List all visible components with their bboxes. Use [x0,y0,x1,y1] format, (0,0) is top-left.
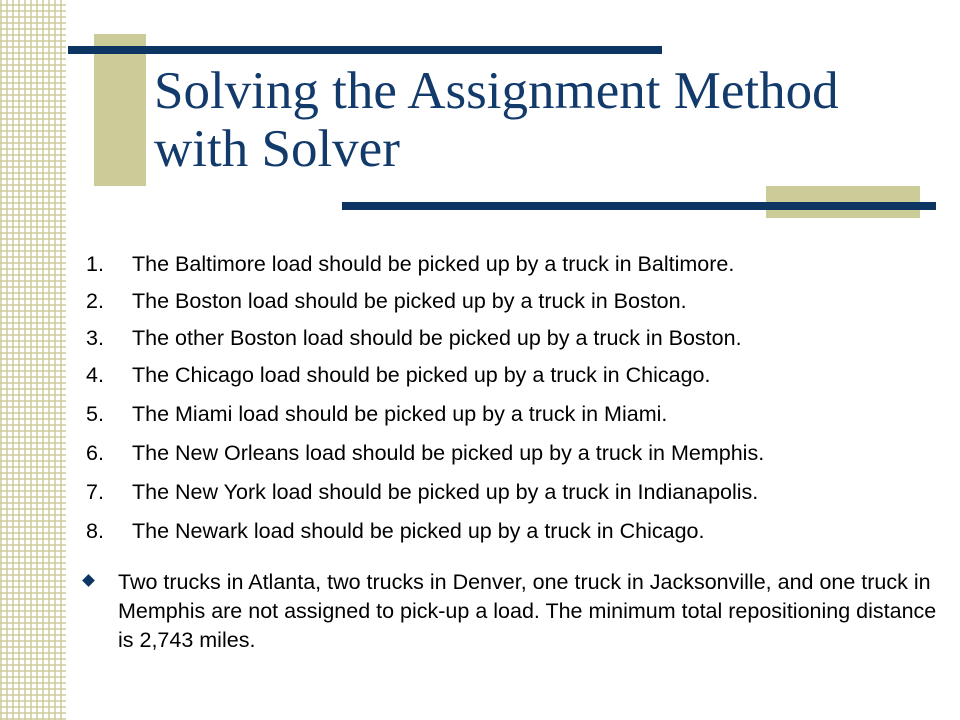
list-item-text: The Newark load should be picked up by a truck in Chicago. [132,519,705,543]
list-item [86,325,742,351]
slide-title [154,62,934,178]
slide-title-line-1: Solving the Assignment Method [154,62,839,120]
list-item [86,440,764,466]
list-item-text: The Chicago load should be picked up by a truck in Chicago. [132,363,711,387]
list-item-number: 5. [86,402,104,426]
list-item-text: The Boston load should be picked up by a truck in Boston. [132,289,687,313]
list-item-text: The Baltimore load should be picked up by a truck in Baltimore. [132,252,735,276]
list-item-number: 7. [86,480,104,504]
list-item-number: 1. [86,252,104,276]
list-item [86,362,710,388]
list-item-number: 3. [86,326,104,350]
list-item [86,518,704,544]
title-bottom-rule [342,202,936,210]
list-item-text: The New York load should be picked up by a truck in Indianapolis. [132,480,759,504]
left-pattern-strip [0,0,66,720]
list-item [86,251,734,277]
title-accent-block [94,34,146,186]
list-item-text: The New Orleans load should be picked up by a truck in Memphis. [132,441,765,465]
slide-title-line-2: with Solver [154,120,400,178]
list-item [86,479,758,505]
list-item-number: 2. [86,289,104,313]
list-item-number: 4. [86,363,104,387]
list-item-text: The Miami load should be picked up by a truck in Miami. [132,402,668,426]
list-item-number: 6. [86,441,104,465]
list-item-number: 8. [86,519,104,543]
summary-note: Two trucks in Atlanta, two trucks in Denver, one truck in Jacksonville, and one truck in Memphis are not assigned to pick-up a load. The minimum total repositioning distance is 2,743 miles. [118,570,937,652]
list-item-text: The other Boston load should be picked up by a truck in Boston. [132,326,742,350]
list-item [86,401,667,427]
diamond-bullet-icon [82,574,95,587]
title-top-rule [68,46,662,54]
list-item [86,288,687,314]
